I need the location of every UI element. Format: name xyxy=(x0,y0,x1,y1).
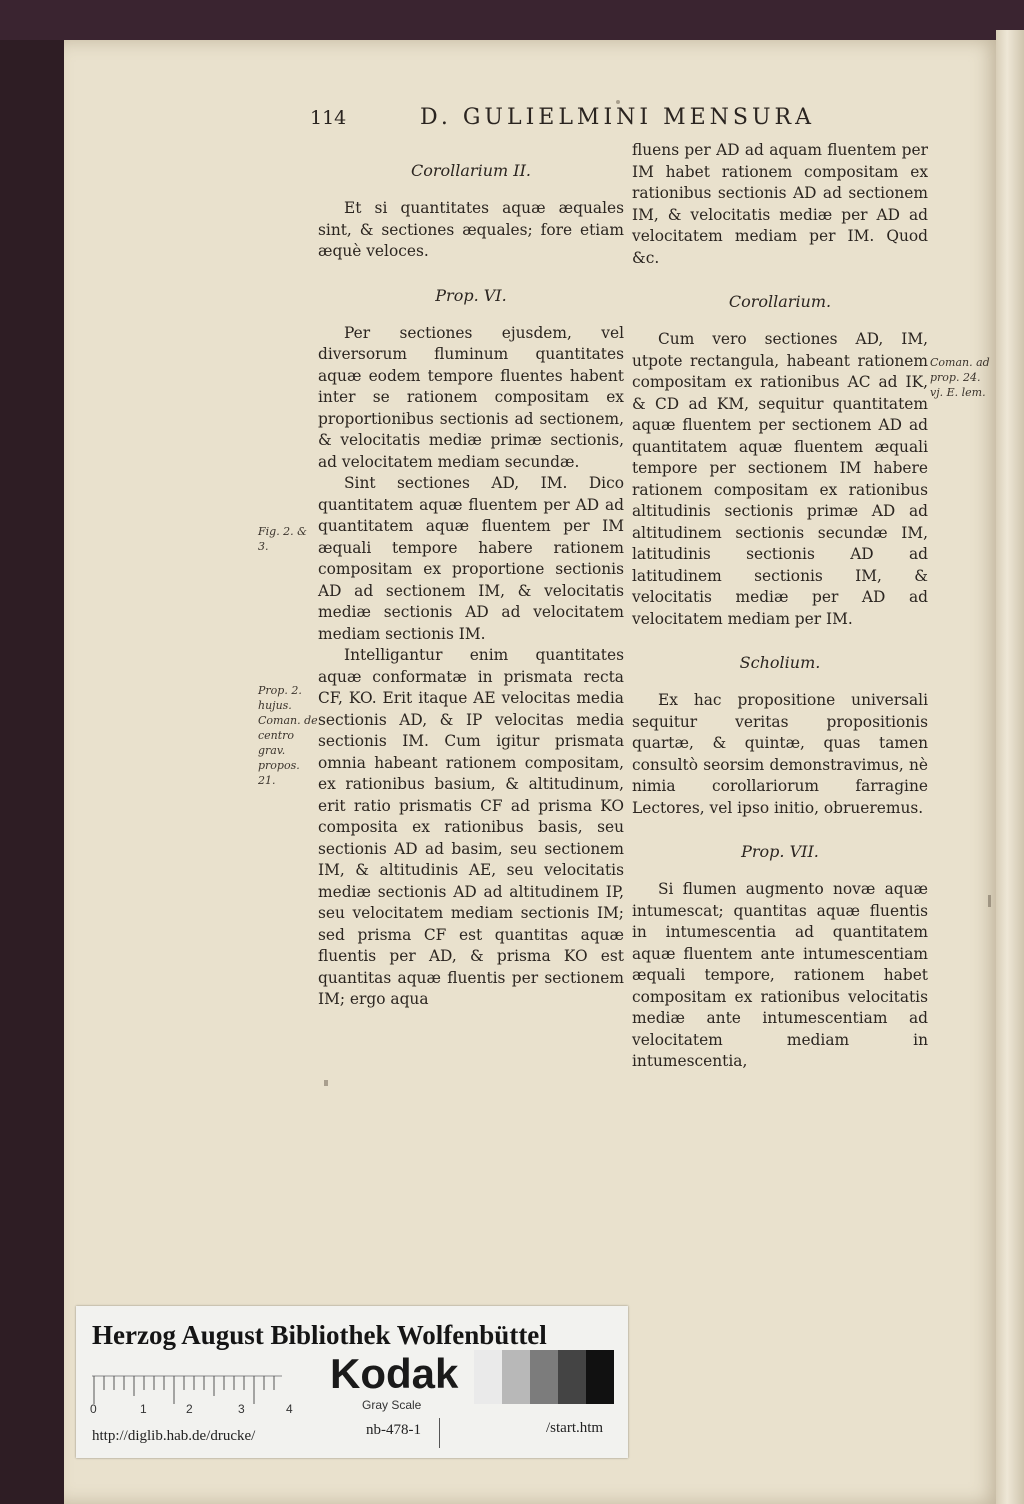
ink-speck xyxy=(616,100,620,104)
scholium-text: Ex hac propositione universali sequitur veritas propositionis quartæ, & quintæ, quas tamen consultò seorsim demonstravimus, nè nimia corollariorum farragine Lectores, vel ipso initio, obrueremus. xyxy=(632,691,928,817)
shelfmark-id: nb-478-1 xyxy=(366,1422,421,1438)
corollary2-text: Et si quantitates aquæ æquales sint, & sectiones æquales; fore etiam æquè veloces. xyxy=(318,199,624,260)
ruler-number: 4 xyxy=(286,1402,293,1416)
prop7-text: Si flumen augmento novæ aquæ intumescat; quantitas aquæ fluentis in intumescentia ad quantitatem aquæ fluentem ante intumescentiam æquali tempore, rationem habet compositam ex rationibus velocitatis mediæ ante intumescentiam ad velocitatem mediam in intumescentia, xyxy=(632,880,928,1070)
running-head xyxy=(310,107,870,137)
library-name: Herzog August Bibliothek Wolfenbüttel xyxy=(92,1320,547,1350)
gray-scale-label: Gray Scale xyxy=(362,1398,422,1412)
gray-scale-patches xyxy=(474,1350,614,1404)
color-target-card xyxy=(76,1306,628,1458)
card-divider xyxy=(439,1418,440,1448)
continuation-text: fluens per AD ad aquam fluentem per IM habet rationem compositam ex rationibus sectionis AD ad sectionem IM, & velocitatis mediæ per AD ad velocitatem mediam per IM. Quod &c. xyxy=(632,141,928,267)
ruler-scale xyxy=(92,1368,282,1404)
prop6-heading: Prop. VI. xyxy=(435,285,507,305)
scan-backdrop xyxy=(0,0,1024,40)
ink-speck xyxy=(324,1080,328,1086)
digital-library-url: http://diglib.hab.de/drucke/ xyxy=(92,1428,256,1444)
right-column xyxy=(632,140,928,1073)
corollary-heading: Corollarium. xyxy=(728,292,832,311)
prop6-paragraph: Intelligantur enim quantitates aquæ conformatæ in prismata recta CF, KO. Erit itaque AE velocitas media sectionis AD, & IP velocitas media sectionis IM. Cum igitur prismata omnia habeant rationem compositam, ex rationibus basium, & altitudinum, erit ratio prismatis CF ad prisma KO composita ex rationibus basis, seu sectionis AD ad basim, seu sectionem IM, & altitudinis AE, seu velocitatis mediæ sectionis AD ad altitudinem IP, seu velocitatem mediam sectionis IM; sed prisma CF est quantitas aquæ fluentis per AD, & prisma KO est quantitas aquæ fluentis per sectionem IM; ergo aqua xyxy=(318,646,624,1008)
corollary-text: Cum vero sectiones AD, IM, utpote rectangula, habeant rationem compositam ex rationibus AC ad IK, & CD ad KM, sequitur quantitatem aquæ fluentem per sectionem AD ad quantitatem aquæ fluentem æquali tempore per sectionem IM habere rationem compositam ex rationibus altitudinis sectionis primæ AD ad altitudinem sectionis secundæ IM, latitudinis sectionis AD ad latitudinem sectionis IM, & velocitatis mediæ per AD ad velocitatem mediam per IM. xyxy=(632,330,928,628)
left-column xyxy=(318,160,624,1011)
ruler-number: 3 xyxy=(238,1402,245,1416)
page-number: 114 xyxy=(310,107,347,129)
scholium-heading: Scholium. xyxy=(739,653,821,672)
prop6-paragraph: Sint sectiones AD, IM. Dico quantitatem aquæ fluentem per AD ad quantitatem aquæ fluentem per IM æquali tempore habere rationem compositam ex proportione sectionis AD ad sectionem IM, & velocitatis mediæ sectionis AD ad velocitatem mediam sectionis IM. xyxy=(318,474,624,643)
margin-note-coman: Coman. ad prop. 24. vj. E. lem. xyxy=(930,356,990,399)
ruler-number: 2 xyxy=(186,1402,193,1416)
start-page-ref: /start.htm xyxy=(546,1420,604,1436)
prop7-heading: Prop. VII. xyxy=(741,842,819,861)
running-title: D. GULIELMINI MENSURA xyxy=(420,105,815,130)
ink-speck xyxy=(988,895,991,907)
corollary2-heading: Corollarium II. xyxy=(411,161,531,180)
kodak-logo: Kodak xyxy=(330,1350,459,1397)
prop6-paragraph: Per sectiones ejusdem, vel diversorum fluminum quantitates aquæ eodem tempore fluentes habent inter se rationem compositam ex proportionibus sectionis ad sectionem, & velocitatis mediæ primæ sectionis, ad velocitatem mediam secundæ. xyxy=(318,323,624,471)
ruler-number: 0 xyxy=(90,1402,97,1416)
margin-note-prop: Prop. 2. hujus. Coman. de centro grav. propos. 21. xyxy=(258,684,318,787)
page-edge xyxy=(996,30,1024,1504)
margin-note-fig: Fig. 2. & 3. xyxy=(258,525,307,553)
ruler-number: 1 xyxy=(140,1402,147,1416)
